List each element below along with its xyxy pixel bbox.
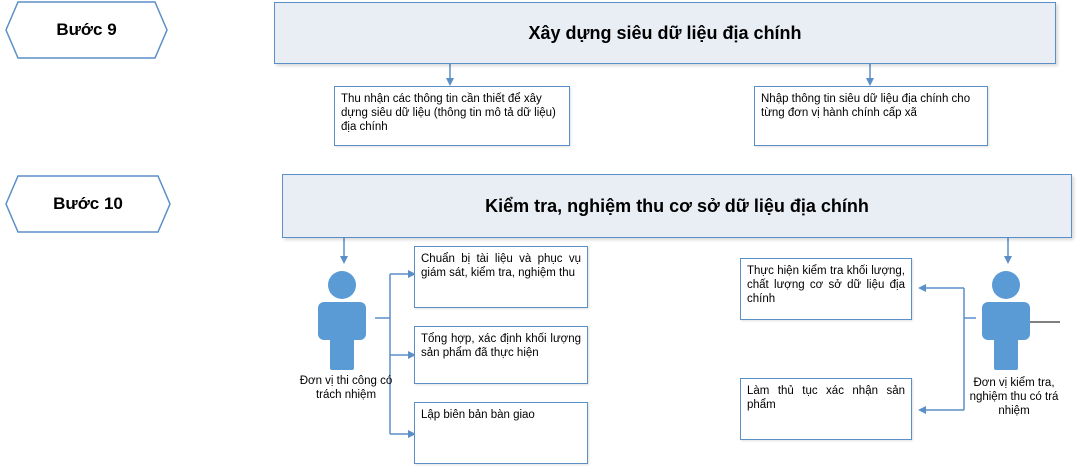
person-icon-left	[318, 271, 366, 370]
person-icon-right	[982, 271, 1030, 370]
step10-left-task-2: Tổng hợp, xác định khối lượng sản phẩm đã thực hiện	[414, 326, 588, 384]
left-actor-caption: Đơn vị thi công có trách nhiệm	[299, 375, 393, 401]
step10-title-banner: Kiểm tra, nghiệm thu cơ sở dữ liệu địa chính	[282, 174, 1072, 238]
step10-left-task-3: Lập biên bản bàn giao	[414, 402, 588, 464]
left-connector	[375, 274, 414, 434]
step10-label: Bước 10	[53, 194, 123, 213]
step10-right-task-1: Thực hiện kiểm tra khối lượng, chất lượng cơ sở dữ liệu địa chính	[740, 258, 912, 320]
step9-task-left: Thu nhận các thông tin cần thiết để xây dựng siêu dữ liệu (thông tin mô tả dữ liệu) địa chính	[334, 86, 570, 146]
step10-right-task-2: Làm thủ tục xác nhận sản phẩm	[740, 378, 912, 440]
step10-left-task-1: Chuẩn bị tài liệu và phục vụ giám sát, kiểm tra, nghiệm thu	[414, 246, 588, 308]
right-actor-caption: Đơn vị kiểm tra, nghiệm thu có trá nhiệm	[969, 377, 1059, 417]
step9-task-right: Nhập thông tin siêu dữ liệu địa chính cho từng đơn vị hành chính cấp xã	[754, 86, 988, 146]
step9-title-banner: Xây dựng siêu dữ liệu địa chính	[274, 2, 1056, 64]
step9-label: Bước 9	[56, 20, 117, 39]
